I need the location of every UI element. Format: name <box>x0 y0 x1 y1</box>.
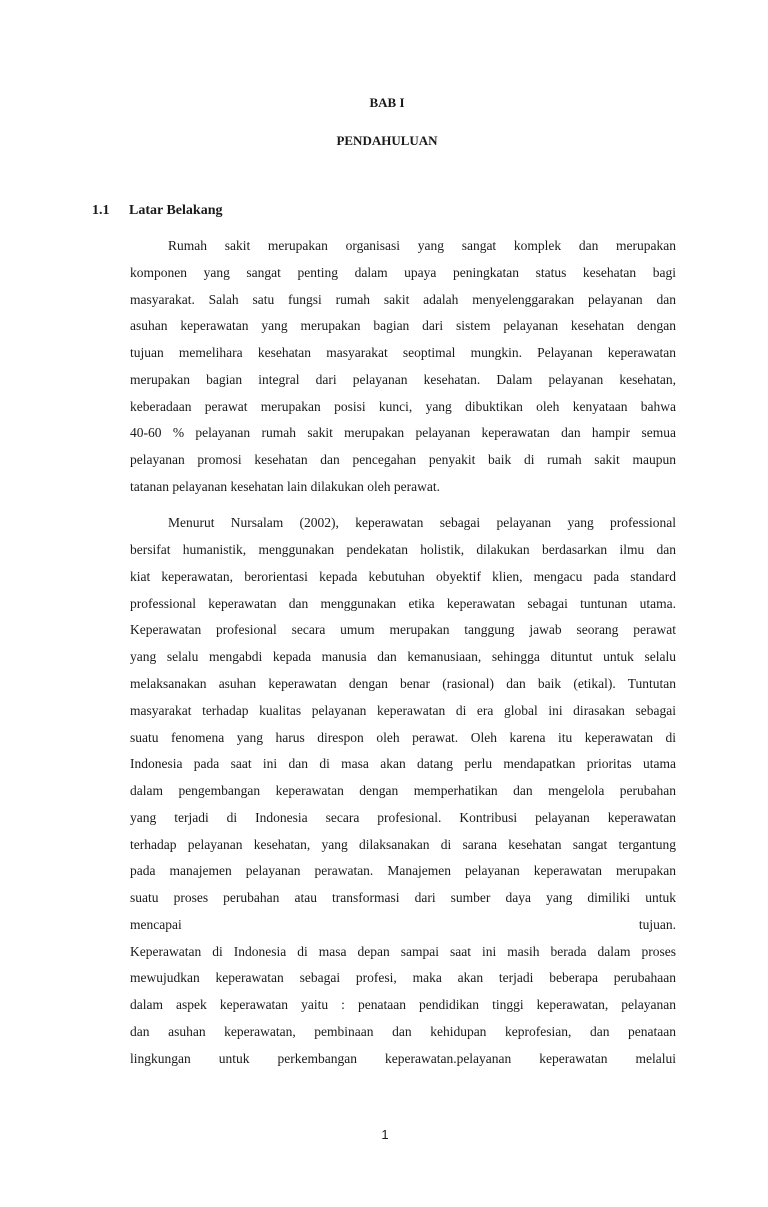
text-line: Keperawatan profesional secara umum merupakan tanggung jawab seorang perawat <box>130 622 676 637</box>
section-number: 1.1 <box>92 203 110 218</box>
page-number: 1 <box>381 1127 389 1142</box>
text-line: Rumah sakit merupakan organisasi yang sangat komplek dan merupakan <box>168 238 676 253</box>
text-line: masyarakat. Salah satu fungsi rumah sakit adalah menyelenggarakan pelayanan dan <box>130 292 676 307</box>
text-line: melaksanakan asuhan keperawatan dengan benar (rasional) dan baik (etikal). Tuntutan <box>130 676 676 691</box>
text-line: merupakan bagian integral dari pelayanan kesehatan. Dalam pelayanan kesehatan, <box>130 372 676 387</box>
text-line: yang selalu mengabdi kepada manusia dan kemanusiaan, sehingga dituntut untuk selalu <box>130 649 676 664</box>
text-line: kiat keperawatan, berorientasi kepada kebutuhan obyektif klien, mengacu pada standard <box>130 569 676 584</box>
text-line: 40-60 % pelayanan rumah sakit merupakan pelayanan keperawatan dan hampir semua <box>130 425 676 440</box>
text-line: bersifat humanistik, menggunakan pendekatan holistik, dilakukan berdasarkan ilmu dan <box>130 542 676 557</box>
text-line: Indonesia pada saat ini dan di masa akan datang perlu mendapatkan prioritas utama <box>130 756 676 771</box>
section-heading <box>92 202 222 220</box>
text-line: suatu fenomena yang harus direspon oleh perawat. Oleh karena itu keperawatan di <box>130 730 676 745</box>
text-line: professional keperawatan dan menggunakan etika keperawatan sebagai tuntunan utama. <box>130 596 676 611</box>
text-line: mencapai tujuan. <box>130 917 676 932</box>
text-line: tatanan pelayanan kesehatan lain dilakukan oleh perawat. <box>130 479 440 494</box>
text-line: mewujudkan keperawatan sebagai profesi, maka akan terjadi beberapa perubahaan <box>130 970 676 985</box>
section-title: Latar Belakang <box>129 203 223 218</box>
text-line: dalam aspek keperawatan yaitu : penataan pendidikan tinggi keperawatan, pelayanan <box>130 997 676 1012</box>
text-line: Keperawatan di Indonesia di masa depan sampai saat ini masih berada dalam proses <box>130 944 676 959</box>
text-line: komponen yang sangat penting dalam upaya peningkatan status kesehatan bagi <box>130 265 676 280</box>
chapter-title: PENDAHULUAN <box>336 133 438 148</box>
text-line: tujuan memelihara kesehatan masyarakat seoptimal mungkin. Pelayanan keperawatan <box>130 345 676 360</box>
text-line: suatu proses perubahan atau transformasi dari sumber daya yang dimiliki untuk <box>130 890 676 905</box>
chapter-heading: BAB I <box>369 95 405 110</box>
text-line: pada manajemen pelayanan perawatan. Manajemen pelayanan keperawatan merupakan <box>130 863 676 878</box>
text-line: dan asuhan keperawatan, pembinaan dan kehidupan keprofesian, dan penataan <box>130 1024 676 1039</box>
text-line: keberadaan perawat merupakan posisi kunci, yang dibuktikan oleh kenyataan bahwa <box>130 399 676 414</box>
text-line: masyarakat terhadap kualitas pelayanan keperawatan di era global ini dirasakan sebagai <box>130 703 676 718</box>
text-line: asuhan keperawatan yang merupakan bagian dari sistem pelayanan kesehatan dengan <box>130 318 676 333</box>
text-line: terhadap pelayanan kesehatan, yang dilaksanakan di sarana kesehatan sangat tergantung <box>130 837 676 852</box>
text-line: yang terjadi di Indonesia secara profesional. Kontribusi pelayanan keperawatan <box>130 810 676 825</box>
text-line: pelayanan promosi kesehatan dan pencegahan penyakit baik di rumah sakit maupun <box>130 452 676 467</box>
text-line: Menurut Nursalam (2002), keperawatan sebagai pelayanan yang professional <box>168 515 676 530</box>
text-line: dalam pengembangan keperawatan dengan memperhatikan dan mengelola perubahan <box>130 783 676 798</box>
text-line: lingkungan untuk perkembangan keperawatan.pelayanan keperawatan melalui <box>130 1051 676 1066</box>
